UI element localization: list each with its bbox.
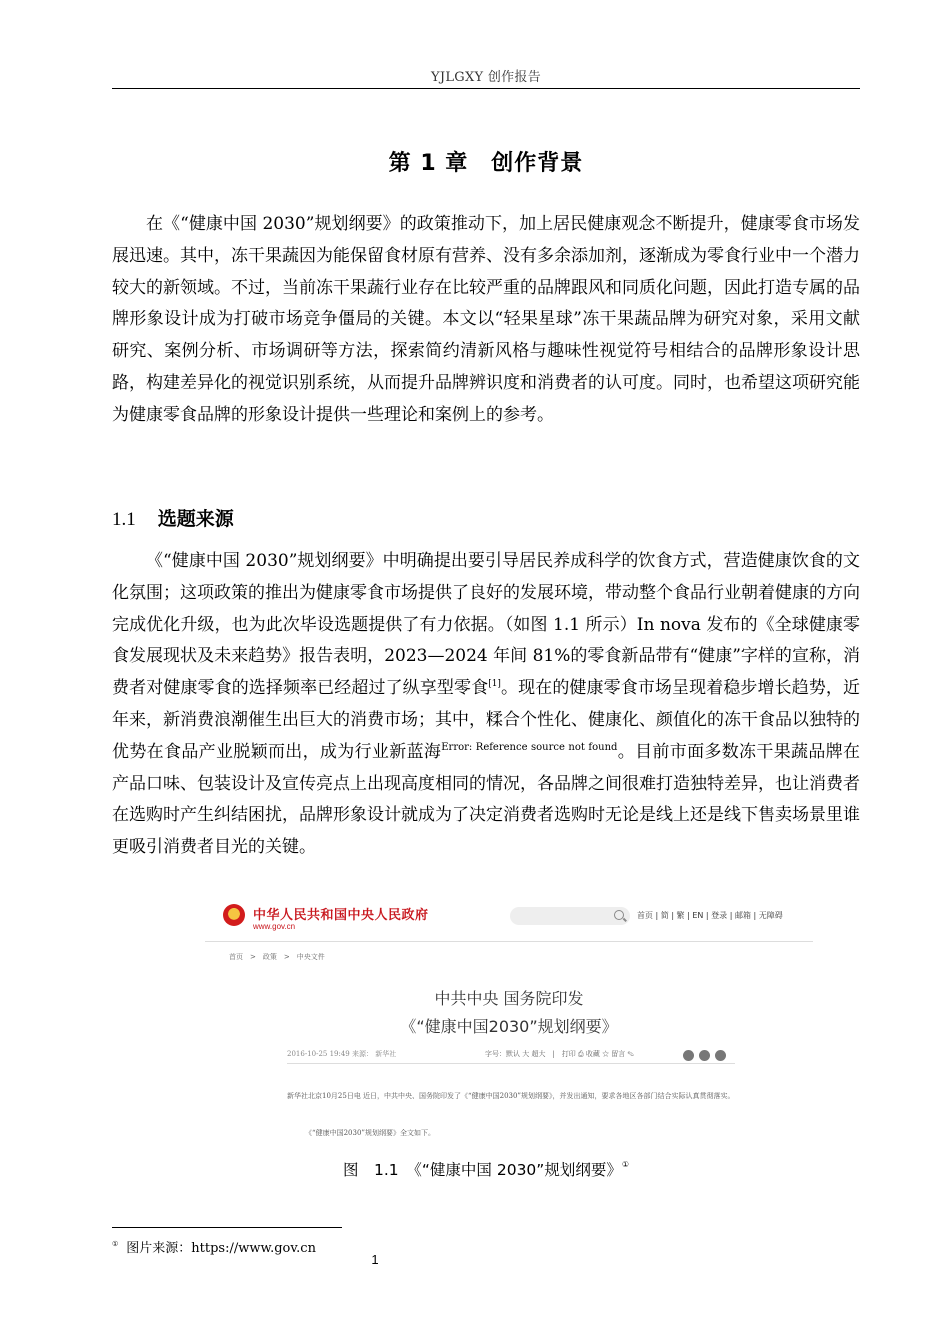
caption-footnote-mark[interactable]: ① — [621, 1160, 629, 1169]
section-heading — [112, 504, 234, 531]
footnote-text: 图片来源：https://www.gov.cn — [126, 1241, 316, 1256]
para-text-1: 《“健康中国 2030”规划纲要》中明确提出要引导居民养成科学的饮食方式，营造健康饮食的文化氛围；这项政策的推出为健康零食市场提供了良好的发展环境，带动整个食品行业朝着健康的方向完成优化升级，也为此次毕设选题提供了有力依据。（如图 1.1 所示）In nova 发布的《全球健康零食发展现状及未来趋势》报告表明，2023—2024 年间 81%的零食新品带有“健康”字样的宣称，消费者对健康零食的选择频率已经超过了纵享型零食 — [112, 551, 860, 699]
page-number: 1 — [371, 1252, 379, 1267]
chapter-title: 第 1 章 创作背景 — [388, 151, 584, 176]
doc-body-line-1: 新华社北京10月25日电 近日，中共中央、国务院印发了《“健康中国2030”规划纲要》，并发出通知，要求各地区各部门结合实际认真贯彻落实。 — [287, 1092, 735, 1100]
figure-gov-screenshot — [205, 896, 813, 1140]
figure-caption — [112, 1158, 860, 1180]
doc-body-line-2: 《“健康中国2030”规划纲要》全文如下。 — [305, 1129, 435, 1137]
doc-meta-date: 2016-10-25 19:49 来源： 新华社 — [287, 1050, 397, 1058]
gov-header-rule — [205, 941, 813, 942]
doc-title-line-2: 《“健康中国2030”规划纲要》 — [400, 1017, 618, 1036]
doc-meta-tools: 字号：默认 大 超大 | 打印 ⎙ 收藏 ☆ 留言 ✎ — [485, 1050, 634, 1058]
header-rule — [112, 88, 860, 89]
footnote-rule — [112, 1227, 342, 1228]
star-share-icon — [715, 1050, 726, 1061]
caption-text: 图 1.1 《“健康中国 2030”规划纲要》 — [342, 1161, 622, 1179]
doc-title-line-1: 中共中央 国务院印发 — [434, 989, 584, 1008]
weibo-share-icon — [699, 1050, 710, 1061]
footnote-mark: ① — [112, 1240, 119, 1248]
doc-meta-rule — [287, 1063, 735, 1064]
citation-1[interactable]: [1] — [488, 679, 501, 690]
section-number: 1.1 — [112, 509, 136, 530]
intro-paragraph: 在《“健康中国 2030”规划纲要》的政策推动下，加上居民健康观念不断提升，健康零食市场发展迅速。其中，冻干果蔬因为能保留食材原有营养、没有多余添加剂，逐渐成为零食行业中一个潜力较大的新领域。不过，当前冻干果蔬行业存在比较严重的品牌跟风和同质化问题，因此打造专属的品牌形象设计成为打破市场竞争僵局的关键。本文以“轻果星球”冻干果蔬品牌为研究对象，采用文献研究、案例分析、市场调研等方法，探索简约清新风格与趣味性视觉符号相结合的品牌形象设计思路，构建差异化的视觉识别系统，从而提升品牌辨识度和消费者的认可度。同时，也希望这项研究能为健康零食品牌的形象设计提供一些理论和案例上的参考。 — [112, 214, 860, 425]
wechat-share-icon — [683, 1050, 694, 1061]
search-icon — [614, 910, 624, 920]
para-text-2: 。现在的健康零食市场呈现着稳步增长趋势，近年来，新消费浪潮催生出巨大的消费市场；其中，糅合个性化、健康化、颜值化的冻干食品以独特的优势在食品产业脱颖而出，成为行业新蓝海 — [112, 678, 861, 762]
para-text-3: 。目前市面多数冻干果蔬品牌在产品口味、包装设计及宣传亮点上出现高度相同的情况，各品牌之间很难打造独特差异，也让消费者在选购时产生纠结困扰，品牌形象设计就成为了决定消费者选购时无论是线上还是线下售卖场景里谁更吸引消费者目光的关键。 — [112, 741, 861, 858]
gov-site-url: www.gov.cn — [253, 922, 296, 931]
section-title: 选题来源 — [157, 508, 234, 530]
breadcrumb: 首页 > 政策 > 中央文件 — [229, 953, 325, 961]
gov-nav-links: 首页 | 简 | 繁 | EN | 登录 | 邮箱 | 无障碍 — [637, 911, 783, 920]
running-header: YJLGXY 创作报告 — [430, 70, 542, 85]
gov-site-header — [205, 896, 813, 942]
national-emblem-icon — [223, 904, 245, 926]
gov-search-box — [510, 907, 630, 925]
reference-error: Error: Reference source not found — [441, 741, 618, 753]
section-paragraph — [112, 546, 860, 864]
gov-site-name: 中华人民共和国中央人民政府 — [253, 908, 429, 923]
